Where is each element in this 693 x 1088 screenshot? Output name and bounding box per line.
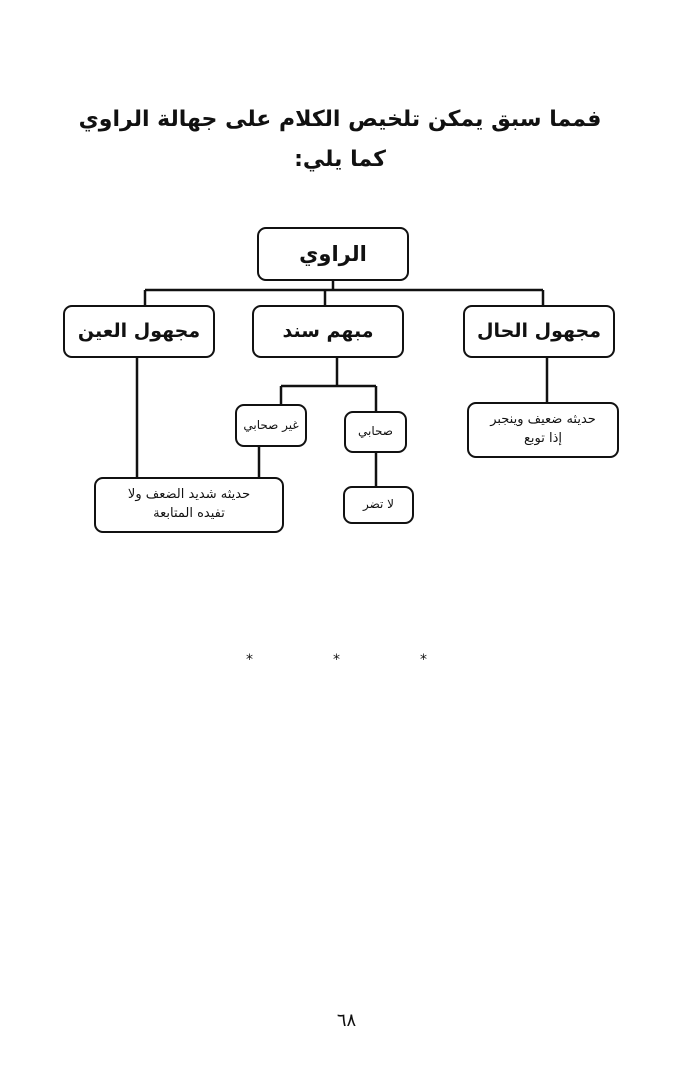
separator-star-right: * [420,652,427,668]
outcome-majhul-al-ayn [94,477,284,533]
outcome-hal-line-1: حديثه ضعيف وينجبر [490,412,596,428]
node-mubham-sanad: مبهم سند [252,305,404,358]
node-majhul-al-hal: مجهول الحال [463,305,615,358]
separator-star-left: * [246,652,253,668]
outcome-ayn-line-1: حديثه شديد الضعف ولا [127,487,251,503]
page-number: ٦٨ [336,1010,357,1031]
outcome-hal-line-2: إذا توبع [523,431,563,446]
node-sahabi: صحابي [344,411,407,453]
page-heading: فمما سبق يمكن تلخيص الكلام على جهالة الراوي كما يلي: [78,107,602,172]
node-majhul-al-ayn: مجهول العين [63,305,215,358]
separator-star-middle: * [333,652,340,668]
root-node-narrator: الراوي [257,227,409,281]
node-ghayr-sahabi: غير صحابي [235,404,307,447]
outcome-ayn-line-2: تفيده المتابعة [153,506,225,521]
outcome-sahabi: لا تضر [343,486,414,524]
outcome-majhul-al-hal [467,402,619,458]
